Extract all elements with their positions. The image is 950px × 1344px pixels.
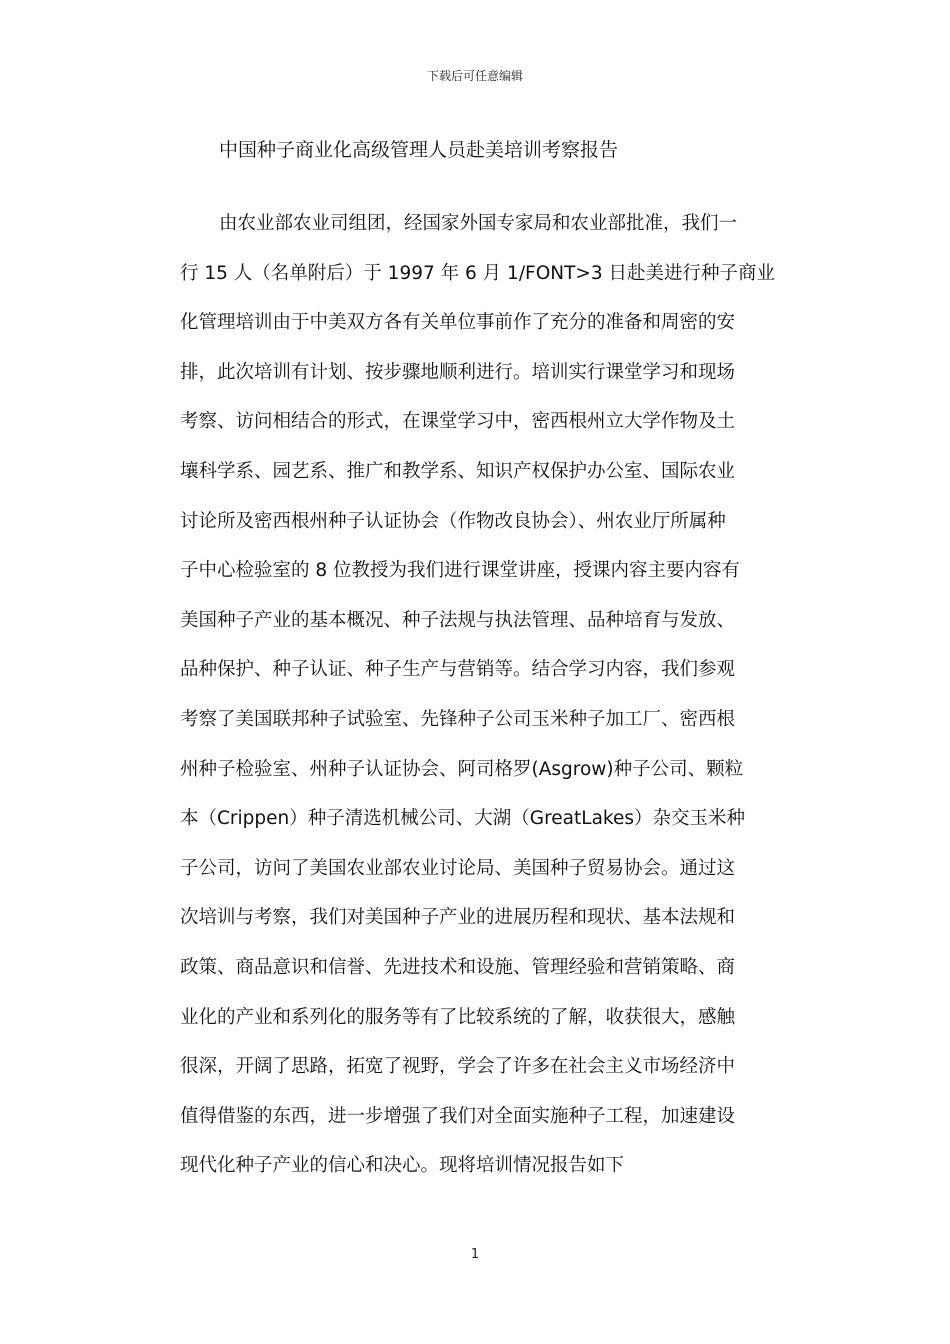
body-paragraph xyxy=(180,208,780,1200)
paragraph-line: 很深，开阔了思路，拓宽了视野，学会了许多在社会主义市场经济中 xyxy=(180,1056,736,1078)
paragraph-line: 政策、商品意识和信誉、先进技术和设施、管理经验和营销策略、商 xyxy=(180,956,736,978)
document-title: 中国种子商业化高级管理人员赴美培训考察报告 xyxy=(219,139,619,161)
paragraph-line: 壤科学系、园艺系、推广和教学系、知识产权保护办公室、国际农业 xyxy=(180,460,736,482)
paragraph-line: 品种保护、种子认证、种子生产与营销等。结合学习内容，我们参观 xyxy=(180,659,736,681)
paragraph-line: 本（Crippen）种子清选机械公司、大湖（GreatLakes）杂交玉米种 xyxy=(180,808,745,830)
paragraph-line: 讨论所及密西根州种子认证协会（作物改良协会）、州农业厅所属种 xyxy=(180,510,726,532)
paragraph-line: 州种子检验室、州种子认证协会、阿司格罗(Asgrow)种子公司、颗粒 xyxy=(180,758,744,780)
paragraph-line: 子中心检验室的 8 位教授为我们进行课堂讲座，授课内容主要内容有 xyxy=(180,560,741,582)
paragraph-line: 考察了美国联邦种子试验室、先锋种子公司玉米种子加工厂、密西根 xyxy=(180,708,736,730)
paragraph-line: 现代化种子产业的信心和决心。现将培训情况报告如下 xyxy=(180,1155,625,1177)
paragraph-line: 由农业部农业司组团，经国家外国专家局和农业部批准，我们一 xyxy=(219,213,738,234)
paragraph-line: 排，此次培训有计划、按步骤地顺利进行。培训实行课堂学习和现场 xyxy=(180,361,736,383)
paragraph-line: 业化的产业和系列化的服务等有了比较系统的了解，收获很大，感触 xyxy=(180,1006,736,1028)
paragraph-line: 化管理培训由于中美双方各有关单位事前作了充分的准备和周密的安 xyxy=(180,312,736,334)
page-number: 1 xyxy=(470,1247,480,1262)
paragraph-line: 次培训与考察，我们对美国种子产业的进展历程和现状、基本法规和 xyxy=(180,907,736,929)
paragraph-line: 美国种子产业的基本概况、种子法规与执法管理、品种培育与发放、 xyxy=(180,609,736,631)
paragraph-line: 考察、访问相结合的形式，在课堂学习中，密西根州立大学作物及土 xyxy=(180,411,736,433)
paragraph-line: 子公司，访问了美国农业部农业讨论局、美国种子贸易协会。通过这 xyxy=(180,857,736,879)
paragraph-line: 行 15 人（名单附后）于 1997 年 6 月 1/FONT>3 日赴美进行种子商业 xyxy=(180,262,776,284)
paragraph-line: 值得借鉴的东西，进一步增强了我们对全面实施种子工程，加速建设 xyxy=(180,1105,736,1127)
page-header: 下载后可任意编辑 xyxy=(426,69,523,83)
